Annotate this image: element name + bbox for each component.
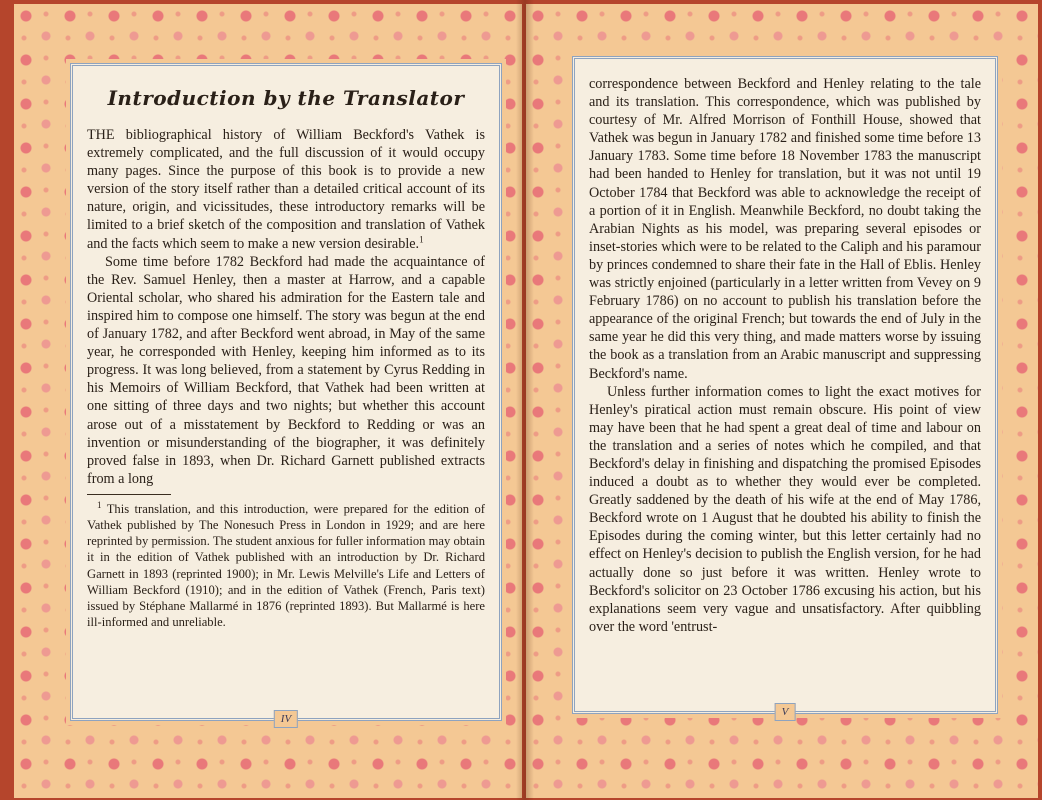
- page-number-right: V: [775, 703, 796, 721]
- right-paragraph-1: correspondence between Beckford and Henley relating to the tale and its translation. This correspondence, which was published by courtesy of Mr. Alfred Morrison of Fonthill House, showed that Vathek was begun in January 1782 and finished some time before 13 January 1783. Some time before 18 November 1783 the manuscript had been handed to Henley for translation, but it was not until 19 October 1784 that Beckford was able to acknowledge the receipt of a portion of it in English. Meanwhile Beckford, no doubt taking the Arabian Nights as his model, was preparing several episodes or inset-stories which were to be related to the Caliph and his paramour by princes condemned to share their fate in the Hall of Eblis. Henley was strictly enjoined (particularly in a letter written from Vevey on 9 February 1786) on no account to publish his translation before the appearance of the original French; but towards the end of July in the same year he did this very thing, and made matters worse by issuing the book as a translation from an Arabic manuscript and suppressing Beckford's name.: [589, 76, 981, 382]
- right-body: [589, 75, 981, 636]
- footnote-mark: 1: [97, 499, 102, 510]
- left-paragraph-1-text: bibliographical history of William Beckford's Vathek is extremely complicated, and the full discussion of it would occupy many pages. Since the purpose of this book is to provide a new version of the story itself rather than a detailed critical account of its nature, origin, and vicissitudes, these introductory remarks will be limited to a brief sketch of the composition and translation of Vathek and the facts which seem to make a new version desirable.: [87, 127, 485, 252]
- page-number-left: IV: [274, 710, 298, 728]
- drop-lead: THE: [87, 127, 115, 143]
- right-paragraph-2: Unless further information comes to light the exact motives for Henley's piratical action must remain obscure. His point of view may have been that he had spent a great deal of time and labour on the translation and a series of notes which he compiled, and that Beckford's delay in finishing and dispatching the promised Episodes induced a doubt as to whether they would ever be completed. Greatly saddened by the death of his wife at the end of May 1786, Beckford wrote on 1 August that he doubted his ability to finish the Episodes during the coming winter, but this letter certainly had no effect on Henley's decision to publish the English version, for he had actually done so just before it was written. Henley wrote to Beckford's solicitor on 23 October 1786 excusing his action, but his explanations seem very vague and unsatisfactory. After quibbling over the word 'entrust-: [589, 383, 981, 635]
- footnote-text: This translation, and this introduction, were prepared for the edition of Vathek published by The Nonesuch Press in London in 1929; and are here reprinted by permission. The student anxious for fuller information may obtain it in the edition of Vathek published with an introduction by Dr. Richard Garnett in 1893 (reprinted 1900); in Mr. Lewis Melville's Life and Letters of William Beckford (1910); and in the edition of Vathek (French, Paris text) issued by Stéphane Mallarmé in 1876 (reprinted 1893). But Mallarmé is here ill-informed and unreliable.: [87, 501, 485, 630]
- book-gutter: [516, 0, 534, 800]
- footnote-ref: 1: [419, 233, 424, 244]
- left-text-panel: [70, 63, 502, 725]
- right-text-panel: [572, 56, 998, 718]
- left-paragraph-1: [87, 126, 485, 253]
- left-paragraph-2: Some time before 1782 Beckford had made the acquaintance of the Rev. Samuel Henley, then a master at Harrow, and a capable Oriental scholar, who shared his admiration for the Eastern tale and inspired him to compose one himself. The story was begun at the end of January 1782, and after Beckford went abroad, in May of the same year, he corresponded with Henley, keeping him informed as to its progress. It was long believed, from a statement by Cyrus Redding in his Memoirs of William Beckford, that Vathek had been written at one sitting of three days and two nights; but whether this account arose out of a misstatement by Beckford to Redding or was an invention or misunderstanding of the biographer, it was definitely proved false in 1893, when Dr. Richard Garnett published extracts from a long: [87, 253, 485, 487]
- footnote-divider: [87, 494, 171, 495]
- footnote: [87, 501, 485, 631]
- left-body: [87, 126, 485, 631]
- page-title: Introduction by the Translator: [107, 86, 465, 110]
